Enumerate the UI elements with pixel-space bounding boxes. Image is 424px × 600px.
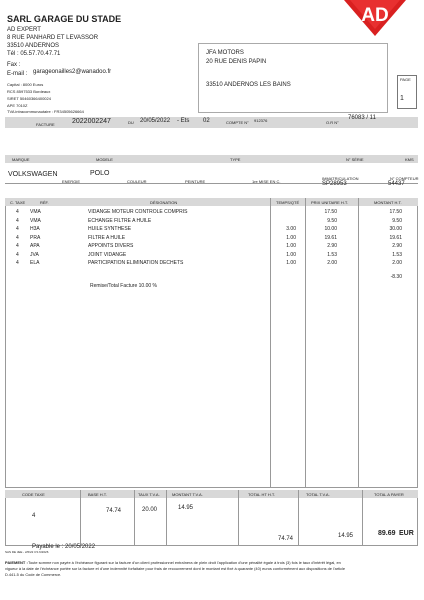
line-pu: 10.00 xyxy=(324,226,337,232)
totals-divider xyxy=(362,490,363,546)
totals-table xyxy=(5,490,418,546)
ets-value: 02 xyxy=(203,118,210,124)
totals-col-taux: TAUX T.V.A. xyxy=(138,492,160,497)
totals-total-tva: 14.95 xyxy=(338,533,354,539)
facture-number: 2022002247 xyxy=(72,118,111,125)
vehicle-mise-label: 1re MISE EN C. xyxy=(252,179,281,184)
garage-capital: Capital : 8000 Euros xyxy=(7,82,44,87)
vehicle-couleur-label: COULEUR xyxy=(127,179,147,184)
or-value: 76083 / 11 xyxy=(348,115,376,121)
vehicle-col-km: KMS xyxy=(405,157,414,162)
vehicle-immat: SP28953 xyxy=(322,181,347,187)
line-qty: 1.00 xyxy=(286,234,296,241)
col-temps: TEMPS/QTÉ xyxy=(276,200,300,205)
line-pu: 9.50 xyxy=(327,217,337,224)
vehicle-marque: VOLKSWAGEN xyxy=(8,171,58,178)
col-montant: MONTANT H.T. xyxy=(374,200,402,205)
garage-tva: TVA intracommunautaire : FR34505626664 xyxy=(7,109,84,114)
remise-text: Remise/Total Facture 10.00 % xyxy=(90,283,157,289)
legal-text-1: Toute somme non payée à l'échéance figurant sur la facture d'un client professionnel entraînera de plein droit l'application d'une pénalité égale à trois (3) fois le taux d'intérêt légal, en xyxy=(28,560,341,565)
totals-base: 74.74 xyxy=(106,508,122,514)
client-name: JFA MOTORS xyxy=(206,50,244,56)
compte-label: COMPTE N° xyxy=(226,120,249,125)
line-montant: 30.00 xyxy=(389,226,402,232)
line-ref: APA xyxy=(30,243,40,249)
vehicle-energie-label: ENERGIE xyxy=(62,179,81,184)
line-ref: VMA xyxy=(30,209,41,215)
line-qty: 1.00 xyxy=(286,251,296,258)
line-montant: 2.00 xyxy=(392,260,402,266)
totals-col-total-ht: TOTAL HT H.T. xyxy=(248,492,275,497)
totals-divider xyxy=(238,490,239,546)
line-montant: 17.50 xyxy=(389,209,402,215)
totals-col-net: TOTAL A PAYER xyxy=(374,492,404,497)
garage-name: SARL GARAGE DU STADE xyxy=(7,14,122,24)
line-ref: PRA xyxy=(30,234,41,241)
vehicle-immat-label: IMMATRICULATION xyxy=(322,176,359,181)
line-montant: 9.50 xyxy=(392,217,402,224)
payable-date: Payable le : 20/05/2022 xyxy=(32,544,96,550)
line-qty: 1.00 xyxy=(286,260,296,266)
line-designation: ECHANGE FILTRE A HUILE xyxy=(88,217,152,224)
vehicle-col-type: TYPE xyxy=(230,157,241,162)
totals-col-code: CODE TAXE xyxy=(22,492,45,497)
garage-email-label: E-mail : xyxy=(7,71,28,77)
line-montant: 2.90 xyxy=(392,243,402,249)
col-designation: DÉSIGNATION xyxy=(150,200,178,205)
vehicle-modele: POLO xyxy=(90,170,110,177)
line-montant: -8.30 xyxy=(390,273,402,280)
line-designation: FILTRE A HUILE xyxy=(88,234,126,241)
line-montant: 19.61 xyxy=(389,234,402,241)
totals-divider xyxy=(80,490,81,546)
line-taxe: 4 xyxy=(16,226,19,232)
legal-text-2: vigueur à la date de l'échéance portée sur la facture et d'une indemnité forfaitaire pour frais de recouvrement dont le montant est fixé à quarante (40) euros conformément aux dispositions de l'article xyxy=(5,566,346,571)
col-divider xyxy=(270,198,271,488)
page-number: 1 xyxy=(400,95,404,102)
totals-col-total-tva: TOTAL T.V.A. xyxy=(306,492,330,497)
line-designation: JOINT VIDANGE xyxy=(88,251,127,258)
lines-table xyxy=(5,198,418,488)
totals-divider xyxy=(134,490,135,546)
totals-col-montant-tva: MONTANT T.V.A. xyxy=(172,492,203,497)
totals-divider xyxy=(166,490,167,546)
line-taxe: 4 xyxy=(16,260,19,266)
garage-brand: AD EXPERT xyxy=(7,27,41,33)
garage-tel: Tél : 05.57.70.47.71 xyxy=(7,51,61,57)
totals-code: 4 xyxy=(32,513,36,519)
line-pu: 17.50 xyxy=(324,209,337,215)
garage-siret: SIRET 50460366400024 xyxy=(7,96,51,101)
line-ref: H3A xyxy=(30,226,40,232)
garage-fax: Fax : xyxy=(7,62,21,68)
col-ctaxe: C. TAXE xyxy=(10,200,26,205)
lines-header-bar xyxy=(5,198,418,206)
line-ref: JVA xyxy=(30,251,39,258)
line-designation: HUILE SYNTHESE xyxy=(88,226,132,232)
garage-city: 33510 ANDERNOS xyxy=(7,43,60,49)
client-city: 33510 ANDERNOS LES BAINS xyxy=(206,82,291,88)
line-pu: 2.00 xyxy=(327,260,337,266)
garage-street: 8 RUE PANHARD ET LEVASSOR xyxy=(7,35,99,41)
line-taxe: 4 xyxy=(16,243,19,249)
line-taxe: 4 xyxy=(16,251,19,258)
totals-total-ht: 74.74 xyxy=(278,536,294,542)
ad-logo xyxy=(340,0,410,38)
line-taxe: 4 xyxy=(16,234,19,241)
compte-value: 912376 xyxy=(254,118,268,123)
vehicle-col-modele: MODELE xyxy=(96,157,113,162)
line-ref: VMA xyxy=(30,217,41,224)
totals-col-base: BASE H.T. xyxy=(88,492,107,497)
invoice-date: 20/05/2022 xyxy=(140,118,171,124)
vehicle-col-serie: N° SÉRIE xyxy=(346,157,364,162)
totals-header-bar xyxy=(5,490,418,498)
line-pu: 19.61 xyxy=(324,234,337,241)
line-qty: 3.00 xyxy=(286,226,296,232)
client-street: 20 RUE DENIS PAPIN xyxy=(206,59,267,65)
line-designation: VIDANGE MOTEUR CONTROLE COMPRIS xyxy=(88,209,188,215)
line-montant: 1.53 xyxy=(392,251,402,258)
line-designation: APPOINTS DIVERS xyxy=(88,243,134,249)
facture-label: FACTURE xyxy=(36,122,55,127)
line-pu: 2.90 xyxy=(327,243,337,249)
totals-taux: 20.00 xyxy=(142,507,158,513)
vehicle-peinture-label: PEINTURE xyxy=(185,179,206,184)
line-taxe: 4 xyxy=(16,217,19,224)
col-divider xyxy=(358,198,359,488)
legal-text-3: D.441-5 du Code de Commerce. xyxy=(5,572,62,577)
legal-bold: PAIEMENT : xyxy=(5,560,28,565)
totals-net: 89.69 xyxy=(378,530,396,537)
totals-divider xyxy=(298,490,299,546)
line-taxe: 4 xyxy=(16,209,19,215)
line-designation: PARTICIPATION ELIMINATION DECHETS xyxy=(88,260,184,266)
garage-rcs: RCS 8597533 Bordeaux xyxy=(7,89,51,94)
col-ref: RÉF. xyxy=(40,200,49,205)
page-label: PAGE xyxy=(400,77,411,82)
totals-montant-tva: 14.95 xyxy=(178,505,194,511)
du-label: DU xyxy=(128,120,134,125)
line-qty: 1.00 xyxy=(286,243,296,249)
col-divider xyxy=(305,198,306,488)
garage-ape: APE 7010Z xyxy=(7,103,28,108)
ets-label: - Ets xyxy=(177,118,190,124)
vehicle-col-marque: MARQUE xyxy=(12,157,30,162)
logo-text: AD xyxy=(361,5,389,26)
line-pu: 1.53 xyxy=(327,251,337,258)
line-ref: ELA xyxy=(30,260,40,266)
vehicle-compteur-label: N° COMPTEUR xyxy=(390,176,419,181)
garage-email: garageonailles2@wanadoo.fr xyxy=(33,69,112,75)
or-label: O.R N° xyxy=(326,120,339,125)
side-code: SAS DE JEE - 2/6/22 CS 6/2026 xyxy=(5,550,49,554)
totals-currency: EUR xyxy=(399,530,414,537)
col-pu: PRIX UNITAIRE H.T. xyxy=(311,200,349,205)
vehicle-km: 54437 xyxy=(388,181,405,187)
